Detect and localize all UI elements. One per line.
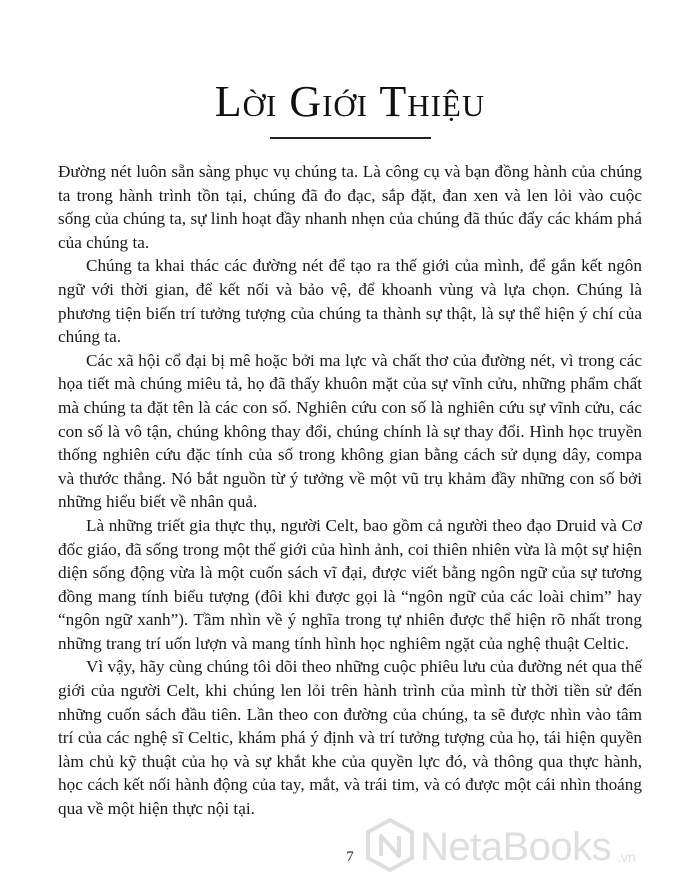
chapter-title: Lời Giới Thiệu <box>214 77 486 126</box>
page-number: 7 <box>346 849 354 865</box>
watermark <box>366 815 636 879</box>
paragraph-3: Các xã hội cổ đại bị mê hoặc bởi ma lực và chất thơ của đường nét, vì trong các họa tiết mà chúng miêu tả, họ đã thấy khuôn mặt của sự vĩnh cửu, những phẩm chất mà chúng ta đặt tên là các con số. Nghiên cứu con số là nghiên cứu sự vĩnh cửu, các con số là vô tận, chúng không thay đổi, chúng chính là sự thay đổi. Hình học truyền thống nghiên cứu đặc tính của số trong không gian bằng cách sử dụng dây, compa và thước thẳng. Nó bắt nguồn từ ý tưởng về một vũ trụ khảm đầy những con số bởi những hiểu biết về nhân quả. <box>58 350 642 512</box>
paragraph-2: Chúng ta khai thác các đường nét để tạo ra thế giới của mình, để gắn kết ngôn ngữ với thời gian, để kết nối và bảo vệ, để khoanh vùng và lựa chọn. Chúng là phương tiện biến trí tưởng tượng của chúng ta thành sự thật, là sự thể hiện ý chí của chúng ta. <box>58 256 642 347</box>
watermark-text: NetaBooks <box>420 824 612 869</box>
body-text <box>58 160 642 821</box>
paragraph-4: Là những triết gia thực thụ, người Celt, bao gồm cả người theo đạo Druid và Cơ đốc giáo, đã sống trong một thế giới của hình ảnh, coi thiên nhiên vừa là một sự hiện diện sống động vừa là một cuốn sách vĩ đại, được viết bằng ngôn ngữ của sự tương đồng mang tính biểu tượng (đôi khi được gọi là “ngôn ngữ của các loài chim” hay “ngôn ngữ xanh”). Tầm nhìn về ý nghĩa trong tự nhiên được thể hiện rõ nhất trong những trang trí uốn lượn và mang tính hình học nghiêm ngặt của nghệ thuật Celtic. <box>58 515 642 653</box>
title-divider <box>270 137 431 139</box>
watermark-suffix: .vn <box>617 849 636 865</box>
paragraph-5: Vì vậy, hãy cùng chúng tôi dõi theo những cuộc phiêu lưu của đường nét qua thế giới của người Celt, khi chúng len lỏi trên hành trình của mình từ thời tiền sử đến những cuốn sách đầu tiên. Lần theo con đường của chúng, ta sẽ được nhìn vào tâm trí của các nghệ sĩ Celtic, khám phá ý định và trí tưởng tượng của họ, tái hiện quyền làm chủ kỹ thuật của họ và sự khắt khe của quyền lực đó, và thông qua thực hành, học cách kết nối hành động của tay, mắt, và trái tim, và có được một cái nhìn thoáng qua về một hiện thực nội tại. <box>58 657 642 819</box>
paragraph-1: Đường nét luôn sẵn sàng phục vụ chúng ta. Là công cụ và bạn đồng hành của chúng ta trong hành trình tồn tại, chúng đã đo đạc, sắp đặt, đan xen và len lỏi vào cuộc sống của chúng ta, sự linh hoạt đầy nhanh nhẹn của chúng đã thúc đẩy các khám phá của chúng ta. <box>58 162 642 252</box>
netabooks-logo-icon <box>366 818 414 876</box>
